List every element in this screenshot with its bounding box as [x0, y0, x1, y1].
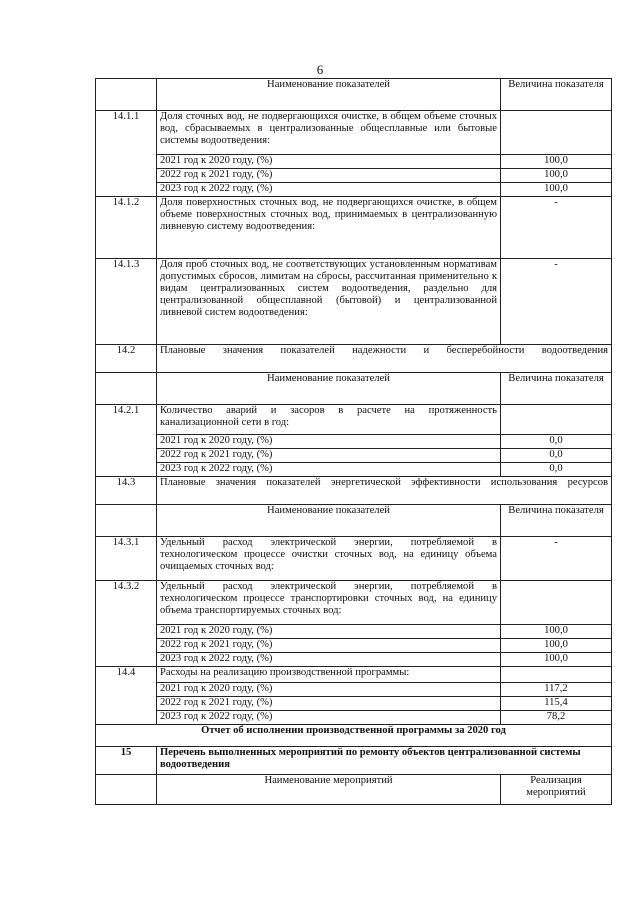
- item-label: 2022 год к 2021 году, (%): [157, 697, 501, 711]
- table-header-row: [96, 79, 612, 111]
- header-num-cell: [96, 79, 157, 111]
- header-num-cell: [96, 505, 157, 537]
- item-value: 117,2: [501, 683, 612, 697]
- row-text: Удельный расход электрической энергии, потребляемой в технологическом процессе транспортировки сточных вод, на единицу объема транспортируемых сточных вод:: [157, 581, 501, 625]
- row-value: -: [501, 537, 612, 581]
- item-value: 0,0: [501, 449, 612, 463]
- table-row: [96, 197, 612, 259]
- table-header-row: [96, 505, 612, 537]
- table-row: [96, 435, 612, 449]
- item-value: 0,0: [501, 463, 612, 477]
- row-number: 14.3.2: [96, 581, 157, 667]
- page-number: 6: [316, 62, 324, 77]
- table-row: [96, 463, 612, 477]
- item-value: 100,0: [501, 639, 612, 653]
- row-value: [501, 111, 612, 155]
- row-number: 15: [96, 747, 157, 775]
- item-value: 100,0: [501, 155, 612, 169]
- row-text: Перечень выполненных мероприятий по ремонту объектов централизованной системы водоотведения: [157, 747, 612, 775]
- table-row: [96, 155, 612, 169]
- table-row: [96, 183, 612, 197]
- table-row: [96, 697, 612, 711]
- row-number: 14.2.1: [96, 405, 157, 477]
- table-row: [96, 537, 612, 581]
- table-row: [96, 667, 612, 683]
- item-value: 100,0: [501, 183, 612, 197]
- row-number: 14.3: [96, 477, 157, 505]
- row-text: Доля поверхностных сточных вод, не подвергающихся очистке, в общем объеме поверхностных сточных вод, принимаемых в централизованную ливневую систему водоотведения:: [157, 197, 501, 259]
- item-label: 2022 год к 2021 году, (%): [157, 169, 501, 183]
- table-row: [96, 725, 612, 747]
- report-title: Отчет об исполнении производственной программы за 2020 год: [96, 725, 612, 747]
- table-row: [96, 111, 612, 155]
- table-row: [96, 169, 612, 183]
- header-num-cell: [96, 775, 157, 805]
- item-value: 100,0: [501, 653, 612, 667]
- row-text: Доля проб сточных вод, не соответствующих установленным нормативам допустимых сбросов, лимитам на сбросы, рассчитанная применительно к видам централизованных систем водоотведения, раздельно для централизованной общесплавной (бытовой) и централизованной ливневой систем водоотведения:: [157, 259, 501, 345]
- row-text: Удельный расход электрической энергии, потребляемой в технологическом процессе очистки сточных вод, на единицу объема очищаемых сточных вод:: [157, 537, 501, 581]
- table-row: [96, 653, 612, 667]
- table-row: [96, 405, 612, 435]
- table-row: [96, 449, 612, 463]
- item-label: 2021 год к 2020 году, (%): [157, 155, 501, 169]
- header-value: Величина показателя: [501, 373, 612, 405]
- header-value: Реализация мероприятий: [501, 775, 612, 805]
- row-number: 14.1.2: [96, 197, 157, 259]
- row-value: [501, 405, 612, 435]
- row-text: Плановые значения показателей энергетической эффективности использования ресурсов: [157, 477, 612, 505]
- item-label: 2023 год к 2022 году, (%): [157, 653, 501, 667]
- item-label: 2022 год к 2021 году, (%): [157, 639, 501, 653]
- item-value: 100,0: [501, 169, 612, 183]
- table-header-row: [96, 775, 612, 805]
- row-number: 14.1.3: [96, 259, 157, 345]
- table-header-row: [96, 373, 612, 405]
- table-row: [96, 259, 612, 345]
- row-value: [501, 581, 612, 625]
- row-text: Плановые значения показателей надежности и бесперебойности водоотведения: [157, 345, 612, 373]
- item-value: 78,2: [501, 711, 612, 725]
- item-label: 2021 год к 2020 году, (%): [157, 435, 501, 449]
- item-label: 2021 год к 2020 году, (%): [157, 683, 501, 697]
- table-row: [96, 747, 612, 775]
- header-value: Величина показателя: [501, 79, 612, 111]
- item-label: 2023 год к 2022 году, (%): [157, 183, 501, 197]
- item-label: 2022 год к 2021 году, (%): [157, 449, 501, 463]
- header-name: Наименование показателей: [157, 505, 501, 537]
- item-value: 0,0: [501, 435, 612, 449]
- table-row: [96, 345, 612, 373]
- row-text: Расходы на реализацию производственной программы:: [157, 667, 501, 683]
- item-value: 115,4: [501, 697, 612, 711]
- row-value: -: [501, 197, 612, 259]
- table-row: [96, 625, 612, 639]
- table-row: [96, 581, 612, 625]
- item-label: 2021 год к 2020 году, (%): [157, 625, 501, 639]
- row-number: 14.1.1: [96, 111, 157, 197]
- header-name: Наименование показателей: [157, 373, 501, 405]
- item-value: 100,0: [501, 625, 612, 639]
- row-text: Доля сточных вод, не подвергающихся очистке, в общем объеме сточных вод, сбрасываемых в централизованные общесплавные или бытовые системы водоотведения:: [157, 111, 501, 155]
- row-value: -: [501, 259, 612, 345]
- item-label: 2023 год к 2022 году, (%): [157, 711, 501, 725]
- table-row: [96, 477, 612, 505]
- indicators-table: [95, 78, 612, 805]
- row-number: 14.2: [96, 345, 157, 373]
- table-row: [96, 711, 612, 725]
- header-name: Наименование мероприятий: [157, 775, 501, 805]
- row-value: [501, 667, 612, 683]
- row-number: 14.4: [96, 667, 157, 725]
- header-num-cell: [96, 373, 157, 405]
- header-value: Величина показателя: [501, 505, 612, 537]
- item-label: 2023 год к 2022 году, (%): [157, 463, 501, 477]
- row-text: Количество аварий и засоров в расчете на протяженность канализационной сети в год:: [157, 405, 501, 435]
- table-row: [96, 639, 612, 653]
- header-name: Наименование показателей: [157, 79, 501, 111]
- row-number: 14.3.1: [96, 537, 157, 581]
- table-row: [96, 683, 612, 697]
